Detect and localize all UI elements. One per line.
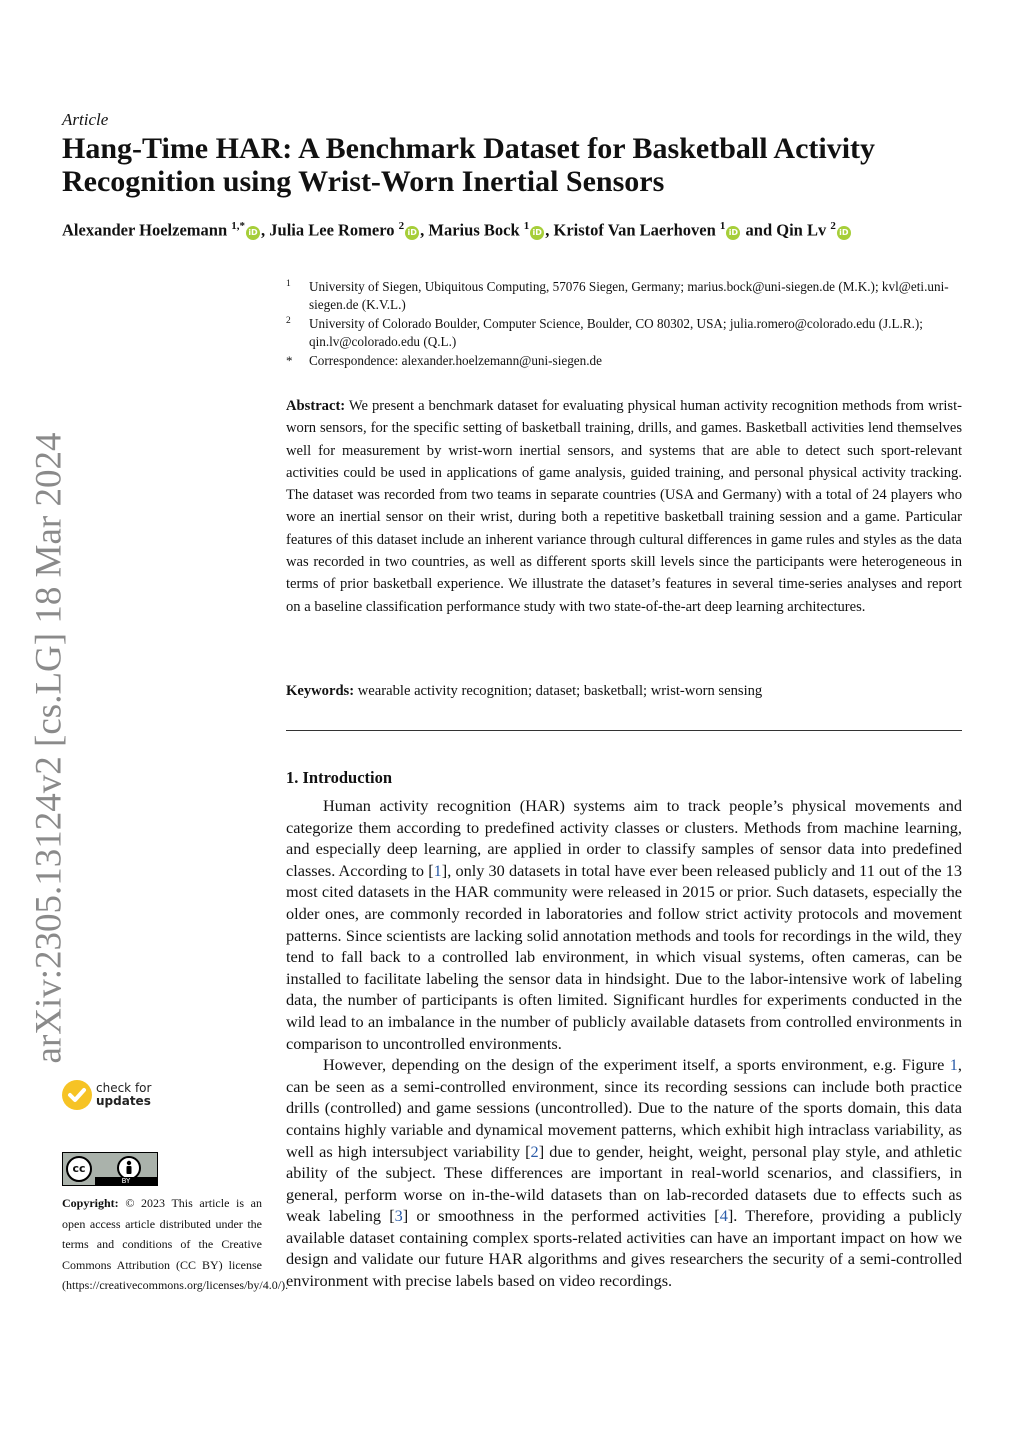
paragraph <box>286 1054 962 1292</box>
checkmark-icon <box>62 1080 92 1110</box>
correspondence <box>286 352 966 370</box>
section-divider <box>286 730 962 731</box>
author-affiliation-mark: 2 <box>398 220 405 232</box>
check-for-updates-text <box>96 1082 151 1108</box>
author-separator: and <box>741 220 777 240</box>
title-line-1: Hang-Time HAR: A Benchmark Dataset for Basketball Activity <box>62 132 876 165</box>
figure-link[interactable]: 1 <box>949 1055 958 1075</box>
abstract-label: Abstract: <box>286 398 346 414</box>
paragraph-text: ], only 30 datasets in total have ever been released publicly and 11 out of the 13 most cited datasets in the HAR community were released in 2015 or prior. Such datasets, especially the older ones, are commonly recorded in laboratories and follow strict activity protocols and movement patterns. Since scientists are lacking solid annotation methods and tools for recordings in the wild, they tend to fall back to a controlled lab environment, in which visual systems, often cameras, can be installed to facilitate labeling the sensor data in hindsight. Due to the labor-intensive work of labeling data, the number of participants is often limited. Significant hurdles for experiments conducted in the wild lead to an imbalance in the number of publicly available datasets from controlled environments in comparison to uncontrolled environments. <box>286 860 962 1053</box>
paragraph <box>286 795 962 1054</box>
paragraph-text: Human activity recognition (HAR) systems aim to track people’s physical movements and categorize them according to predefined activity classes or clusters. Methods from machine learning, and especially deep learning, are applied in order to classify samples of sensor data into predefined classes. According to [ <box>286 796 962 880</box>
affiliation-mark: 1 <box>286 279 291 289</box>
arxiv-stamp: arXiv:2305.13124v2 [cs.LG] 18 Mar 2024 <box>28 432 70 1064</box>
affiliation-1 <box>286 278 966 315</box>
check-line-2: updates <box>96 1094 151 1108</box>
affiliation-mark: 2 <box>286 315 291 326</box>
section-title: Introduction <box>302 768 393 787</box>
citation-link[interactable]: 3 <box>394 1206 403 1226</box>
copyright-text: © 2023 This article is an open access article distributed under the terms and conditions of the Creative Commons Attribution (CC BY) license (https://creativecommons.org/licenses/by/4.0/). <box>62 1196 289 1292</box>
author-name: Julia Lee Romero <box>269 220 395 240</box>
correspondence-text: Correspondence: alexander.hoelzemann@uni-siegen.de <box>309 352 602 368</box>
copyright-notice <box>62 1193 289 1296</box>
citation-link[interactable]: 1 <box>433 860 442 880</box>
author-affiliation-mark: 1 <box>719 220 726 232</box>
author-separator: , <box>420 220 429 240</box>
paragraph-text: However, depending on the design of the experiment itself, a sports environment, e.g. Figure <box>323 1055 950 1075</box>
article-type-label: Article <box>62 110 109 129</box>
citation-link[interactable]: 2 <box>530 1141 539 1161</box>
author-name: Qin Lv <box>776 220 827 240</box>
author-name: Kristof Van Laerhoven <box>553 220 716 240</box>
cc-by-license-badge[interactable] <box>62 1152 158 1186</box>
abstract <box>286 395 962 618</box>
affiliation-2 <box>286 315 966 352</box>
orcid-icon[interactable]: iD <box>726 226 740 240</box>
paper-title <box>62 132 982 198</box>
author-affiliation-mark: 2 <box>830 220 836 232</box>
author-affiliation-mark: 1,* <box>231 220 246 232</box>
introduction-body <box>286 795 962 1292</box>
author-separator: , <box>261 220 270 240</box>
paragraph-text: , can be seen as a semi-controlled environment, since its recording sessions can include both practice drills (controlled) and game sessions (uncontrolled). Due to the nature of the sports domain, this data contains highly variable and dynamical movement patterns, which exhibit high intraclass variability, as well as high intersubject variability [ <box>286 1055 962 1161</box>
paragraph-text: ] due to gender, height, weight, personal play style, and athletic ability of the subject. These differences are important in real-world scenarios, and classifiers, in general, perform worse on in-the-wild datasets than on lab-recorded datasets due to effects such as weak labeling [ <box>286 1141 962 1226</box>
paragraph-text: ] or smoothness in the performed activities [ <box>402 1206 720 1226</box>
citation-link[interactable]: 4 <box>719 1206 728 1226</box>
section-heading <box>286 768 392 788</box>
orcid-icon[interactable]: iD <box>530 226 544 240</box>
author-name: Marius Bock <box>428 220 520 240</box>
cc-icon: cc <box>66 1156 92 1182</box>
author-list <box>62 220 992 241</box>
abstract-text: We present a benchmark dataset for evaluating physical human activity recognition methods from wrist-worn sensors, for the specific setting of basketball training, drills, and games. Basketball activities lend themselves well for measurement by wrist-worn inertial sensors, and systems that are able to detect such sport-relevant activities could be used in applications of game analysis, guided training, and personal physical activity tracking. The dataset was recorded from two teams in separate countries (USA and Germany) with a total of 24 players who wore an inertial sensor on their wrist, during both a repetitive basketball training session and a game. Particular features of this dataset include an inherent variance through cultural differences in game rules and styles as the data was recorded in two countries, as well as different sports skill levels since the participants were heterogeneous in terms of prior basketball experience. We illustrate the dataset’s features in several time-series analyses and report on a baseline classification performance study with two state-of-the-art deep learning architectures. <box>286 398 963 615</box>
copyright-label: Copyright: <box>62 1196 119 1210</box>
title-line-2: Recognition using Wrist-Worn Inertial Sensors <box>62 165 665 198</box>
check-for-updates-badge[interactable] <box>62 1080 172 1114</box>
author-name: Alexander Hoelzemann <box>62 220 228 240</box>
section-number: 1. <box>286 768 299 787</box>
keywords <box>286 683 962 700</box>
author-separator: , <box>545 220 554 240</box>
affiliation-mark: * <box>286 352 293 368</box>
orcid-icon[interactable]: iD <box>837 226 851 240</box>
orcid-icon[interactable]: iD <box>246 226 260 240</box>
paragraph-text: ]. Therefore, providing a publicly available dataset containing complex sports-related activities can have an important impact on how we design and validate our future HAR algorithms and gives researchers the security of a semi-controlled environment with precise labels based on video recordings. <box>286 1206 963 1291</box>
affiliation-text: University of Siegen, Ubiquitous Computing, 57076 Siegen, Germany; marius.bock@uni-siegen.de (M.K.); kvl@eti.uni-siegen.de (K.V.L.) <box>309 279 949 313</box>
keywords-text: wearable activity recognition; dataset; basketball; wrist-worn sensing <box>357 683 763 699</box>
check-line-1: check for <box>96 1081 152 1095</box>
keywords-label: Keywords: <box>286 683 355 699</box>
affiliation-text: University of Colorado Boulder, Computer Science, Boulder, CO 80302, USA; julia.romero@colorado.edu (J.L.R.); qin.lv@colorado.edu (Q.L.) <box>309 315 923 350</box>
affiliations <box>286 278 966 370</box>
author-affiliation-mark: 1 <box>523 220 530 232</box>
by-label: BY <box>95 1177 157 1185</box>
orcid-icon[interactable]: iD <box>405 226 419 240</box>
